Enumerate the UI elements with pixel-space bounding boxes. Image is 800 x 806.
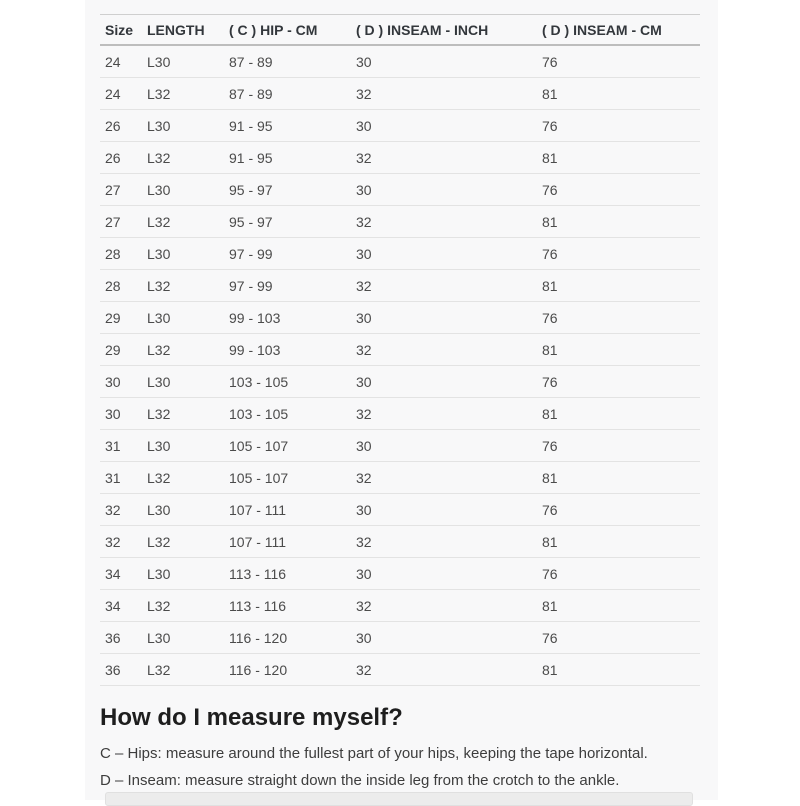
column-header: ( D ) INSEAM - INCH xyxy=(351,15,537,46)
table-cell: 30 xyxy=(351,366,537,398)
table-cell: L30 xyxy=(142,622,224,654)
table-cell: 87 - 89 xyxy=(224,78,351,110)
table-row xyxy=(100,366,700,398)
table-cell: 30 xyxy=(100,366,142,398)
table-cell: 95 - 97 xyxy=(224,206,351,238)
table-row xyxy=(100,142,700,174)
table-row xyxy=(100,462,700,494)
table-cell: 76 xyxy=(537,494,700,526)
table-cell: 113 - 116 xyxy=(224,590,351,622)
table-cell: 32 xyxy=(351,206,537,238)
table-row xyxy=(100,622,700,654)
table-cell: 36 xyxy=(100,622,142,654)
table-cell: L32 xyxy=(142,142,224,174)
table-cell: 32 xyxy=(351,142,537,174)
table-cell: 76 xyxy=(537,238,700,270)
table-cell: 24 xyxy=(100,45,142,78)
measure-instruction-inseam: D – Inseam: measure straight down the inside leg from the crotch to the ankle. xyxy=(100,772,620,790)
table-cell: 28 xyxy=(100,270,142,302)
table-cell: 30 xyxy=(351,110,537,142)
column-header: Size xyxy=(100,15,142,46)
table-cell: 30 xyxy=(100,398,142,430)
table-cell: 32 xyxy=(100,526,142,558)
table-cell: 26 xyxy=(100,110,142,142)
table-cell: 76 xyxy=(537,302,700,334)
table-cell: 34 xyxy=(100,558,142,590)
table-cell: 81 xyxy=(537,590,700,622)
column-header: ( D ) INSEAM - CM xyxy=(537,15,700,46)
table-row xyxy=(100,238,700,270)
table-cell: 105 - 107 xyxy=(224,462,351,494)
table-row xyxy=(100,590,700,622)
table-cell: 76 xyxy=(537,430,700,462)
table-cell: 31 xyxy=(100,430,142,462)
measure-section xyxy=(100,704,700,790)
table-cell: L30 xyxy=(142,174,224,206)
table-cell: L32 xyxy=(142,78,224,110)
table-cell: 99 - 103 xyxy=(224,302,351,334)
table-cell: 81 xyxy=(537,526,700,558)
table-cell: 81 xyxy=(537,270,700,302)
table-cell: L32 xyxy=(142,334,224,366)
table-cell: 95 - 97 xyxy=(224,174,351,206)
table-cell: 103 - 105 xyxy=(224,366,351,398)
header-row xyxy=(100,15,700,46)
table-cell: L30 xyxy=(142,110,224,142)
table-cell: 29 xyxy=(100,334,142,366)
table-cell: 30 xyxy=(351,430,537,462)
table-cell: 103 - 105 xyxy=(224,398,351,430)
table-cell: L32 xyxy=(142,590,224,622)
table-cell: 97 - 99 xyxy=(224,238,351,270)
table-cell: 32 xyxy=(351,526,537,558)
table-cell: L32 xyxy=(142,206,224,238)
table-row xyxy=(100,174,700,206)
table-cell: 76 xyxy=(537,110,700,142)
table-cell: 116 - 120 xyxy=(224,654,351,686)
table-cell: 107 - 111 xyxy=(224,526,351,558)
table-cell: 32 xyxy=(351,334,537,366)
table-cell: 76 xyxy=(537,174,700,206)
table-cell: 32 xyxy=(351,270,537,302)
table-cell: 76 xyxy=(537,45,700,78)
table-row xyxy=(100,526,700,558)
table-cell: 32 xyxy=(351,462,537,494)
table-cell: 30 xyxy=(351,45,537,78)
table-cell: 81 xyxy=(537,142,700,174)
table-row xyxy=(100,270,700,302)
table-cell: 76 xyxy=(537,622,700,654)
table-cell: 32 xyxy=(351,398,537,430)
table-cell: 76 xyxy=(537,366,700,398)
table-cell: L32 xyxy=(142,654,224,686)
table-cell: 30 xyxy=(351,494,537,526)
table-row xyxy=(100,334,700,366)
table-cell: 27 xyxy=(100,206,142,238)
table-cell: 107 - 111 xyxy=(224,494,351,526)
table-cell: 81 xyxy=(537,334,700,366)
table-cell: 97 - 99 xyxy=(224,270,351,302)
section-heading: How do I measure myself? xyxy=(100,704,403,731)
bottom-panel-edge xyxy=(105,792,693,806)
table-cell: 32 xyxy=(351,654,537,686)
table-cell: 99 - 103 xyxy=(224,334,351,366)
table-cell: L30 xyxy=(142,558,224,590)
table-cell: 29 xyxy=(100,302,142,334)
table-cell: 105 - 107 xyxy=(224,430,351,462)
table-cell: 30 xyxy=(351,622,537,654)
table-cell: 76 xyxy=(537,558,700,590)
table-row xyxy=(100,110,700,142)
table-cell: 87 - 89 xyxy=(224,45,351,78)
table-row xyxy=(100,78,700,110)
table-cell: 31 xyxy=(100,462,142,494)
content-area xyxy=(85,0,718,800)
table-cell: L30 xyxy=(142,302,224,334)
measure-instruction-hips: C – Hips: measure around the fullest part of your hips, keeping the tape horizontal. xyxy=(100,744,648,762)
table-cell: L30 xyxy=(142,430,224,462)
table-row xyxy=(100,45,700,78)
table-cell: 91 - 95 xyxy=(224,110,351,142)
table-cell: L30 xyxy=(142,45,224,78)
table-cell: 26 xyxy=(100,142,142,174)
table-cell: 91 - 95 xyxy=(224,142,351,174)
table-row xyxy=(100,558,700,590)
table-row xyxy=(100,430,700,462)
table-cell: L32 xyxy=(142,398,224,430)
table-cell: L32 xyxy=(142,462,224,494)
size-table-body xyxy=(100,45,700,686)
table-cell: 30 xyxy=(351,302,537,334)
table-row xyxy=(100,302,700,334)
table-cell: 36 xyxy=(100,654,142,686)
table-cell: 30 xyxy=(351,558,537,590)
table-cell: L32 xyxy=(142,270,224,302)
table-cell: 30 xyxy=(351,174,537,206)
table-row xyxy=(100,398,700,430)
table-cell: L30 xyxy=(142,238,224,270)
size-table xyxy=(100,14,700,686)
table-cell: 28 xyxy=(100,238,142,270)
table-cell: 27 xyxy=(100,174,142,206)
column-header: ( C ) HIP - CM xyxy=(224,15,351,46)
table-cell: 24 xyxy=(100,78,142,110)
table-cell: L32 xyxy=(142,526,224,558)
table-row xyxy=(100,206,700,238)
table-cell: 81 xyxy=(537,78,700,110)
table-cell: 34 xyxy=(100,590,142,622)
table-cell: 32 xyxy=(100,494,142,526)
table-cell: 30 xyxy=(351,238,537,270)
table-cell: L30 xyxy=(142,366,224,398)
table-cell: 81 xyxy=(537,398,700,430)
table-cell: 81 xyxy=(537,462,700,494)
table-cell: 81 xyxy=(537,654,700,686)
table-row xyxy=(100,654,700,686)
table-cell: 32 xyxy=(351,78,537,110)
column-header: LENGTH xyxy=(142,15,224,46)
table-cell: 113 - 116 xyxy=(224,558,351,590)
size-table-header xyxy=(100,15,700,46)
table-cell: 116 - 120 xyxy=(224,622,351,654)
table-cell: 32 xyxy=(351,590,537,622)
table-cell: 81 xyxy=(537,206,700,238)
table-cell: L30 xyxy=(142,494,224,526)
table-row xyxy=(100,494,700,526)
